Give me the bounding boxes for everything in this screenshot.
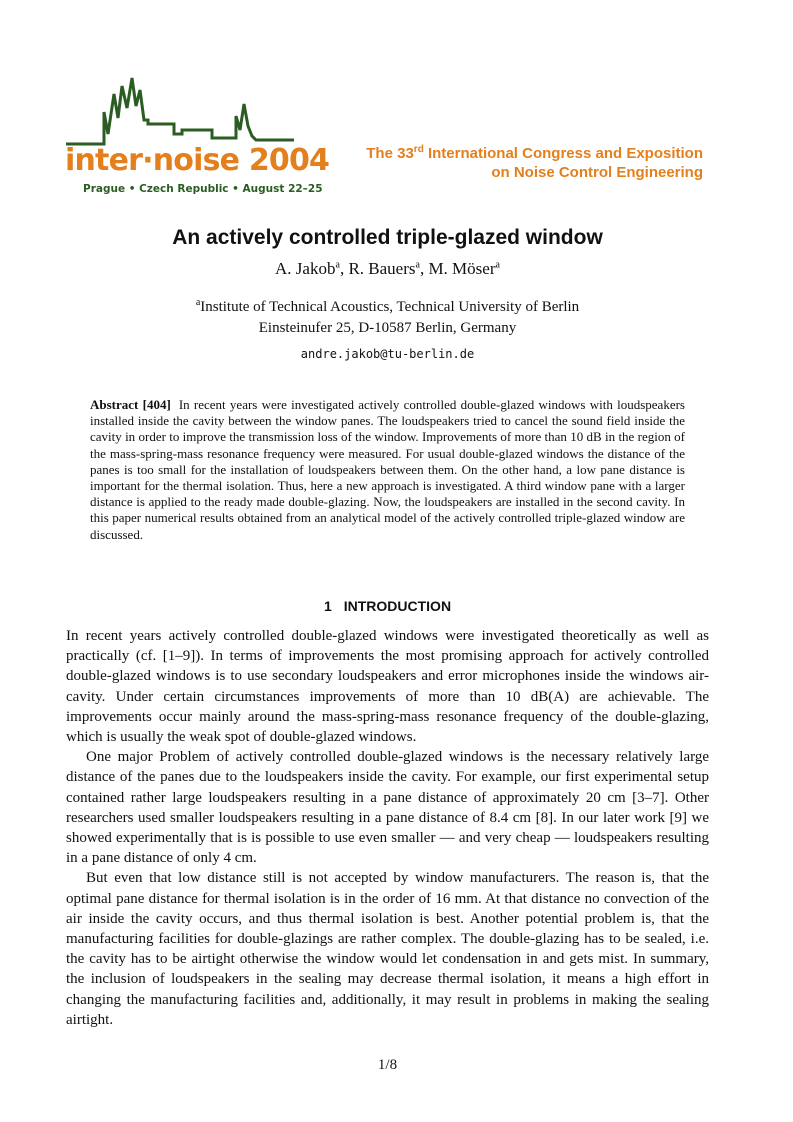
logo-wordmark: inter·noise 2004 [65, 143, 330, 178]
author: M. Möser$^a$ [428, 259, 500, 278]
author-list [0, 259, 775, 279]
paragraph: One major Problem of actively controlled double-glazed windows is the necessary relatively large distance of the panes due to the loudspeakers inside the cavity. For example, our first experimental setup contained rather large loudspeakers resulting in a pane distance of approximately 20 cm [3–7]. Other researchers used smaller loudspeakers resulting in a pane distance of 8.4 cm [8]. In our later work [9] we showed experimentally that is is possible to use even smaller — and very cheap — loudspeakers resulting in a pane distance of only 4 cm. [66, 749, 709, 867]
author-email: andre.jakob@tu-berlin.de [300, 347, 475, 361]
section-title: INTRODUCTION [343, 598, 452, 614]
author: A. Jakob$^a$, [275, 259, 349, 278]
conference-line-1: The 33rd International Congress and Exposition [366, 144, 703, 162]
body-text [66, 626, 709, 1030]
section-number: 1 [323, 598, 332, 614]
affiliation [0, 292, 775, 339]
paragraph: In recent years actively controlled double-glazed windows were investigated theoretically as well as practically (cf. [1–9]). In terms of improvements the most promising approach for actively controlled double-glazed windows is to use secondary loudspeakers and error microphones inside the windows air-cavity. Under certain circumstances improvements of more than 10 dB(A) are achievable. The improvements occur mainly around the mass-spring-mass resonance frequency of the double-glazing, which is usually the weak spot of double-glazed windows. [66, 628, 709, 746]
abstract [90, 397, 685, 543]
abstract-text: In recent years were investigated actively controlled double-glazed windows with loudspeakers installed inside the cavity between the window panes. The loudspeakers tried to cancel the sound field inside the cavity in order to improve the transmission loss of the window. Improvements of more than 10 dB in the region of the mass-spring-mass resonance frequency were measured. For usual double-glazed windows the distance of the panes is too small for the installation of loudspeakers between them. On the other hand, a low pane distance is important for the thermal isolation. Thus, here a new approach is investigated. A third window pane with a larger distance is applied to the ready made double-glazing. Now, the loudspeakers are installed in the second cavity. In this paper numerical results obtained from an analytical model of the actively controlled triple-glazed window are discussed. [90, 397, 685, 542]
abstract-label: Abstract [404] [90, 397, 171, 412]
page-number: 1/8 [377, 1057, 398, 1073]
affiliation-line-1: $^a$Institute of Technical Acoustics, Technical University of Berlin [195, 297, 580, 315]
affiliation-line-2: Einsteinufer 25, D-10587 Berlin, Germany [258, 320, 517, 336]
paragraph: But even that low distance still is not accepted by window manufacturers. The reason is, that the optimal pane distance for thermal isolation is in the order of 16 mm. At that distance no convection of the air inside the cavity occurs, and thus thermal isolation is best. Another potential problem is, that the manufacturing facilities for double-glazings are rather complex. The double-glazing has to be sealed, i.e. the cavity has to be airtight otherwise the window would let condensation in and gets mist. In summary, the inclusion of loudspeakers in the sealing may decrease thermal isolation, it means a high effort in changing the manufacturing facilities and, additionally, it may result in problems in making the sealing airtight. [66, 870, 709, 1028]
conference-line-2: on Noise Control Engineering [491, 164, 703, 181]
conference-header [366, 144, 703, 182]
internoise-logo [64, 76, 330, 198]
author: R. Bauers$^a$, [348, 259, 429, 278]
logo-tagline: Prague • Czech Republic • August 22–25 [83, 183, 323, 195]
section-heading [0, 598, 775, 614]
paper-title: An actively controlled triple-glazed window [172, 226, 603, 249]
